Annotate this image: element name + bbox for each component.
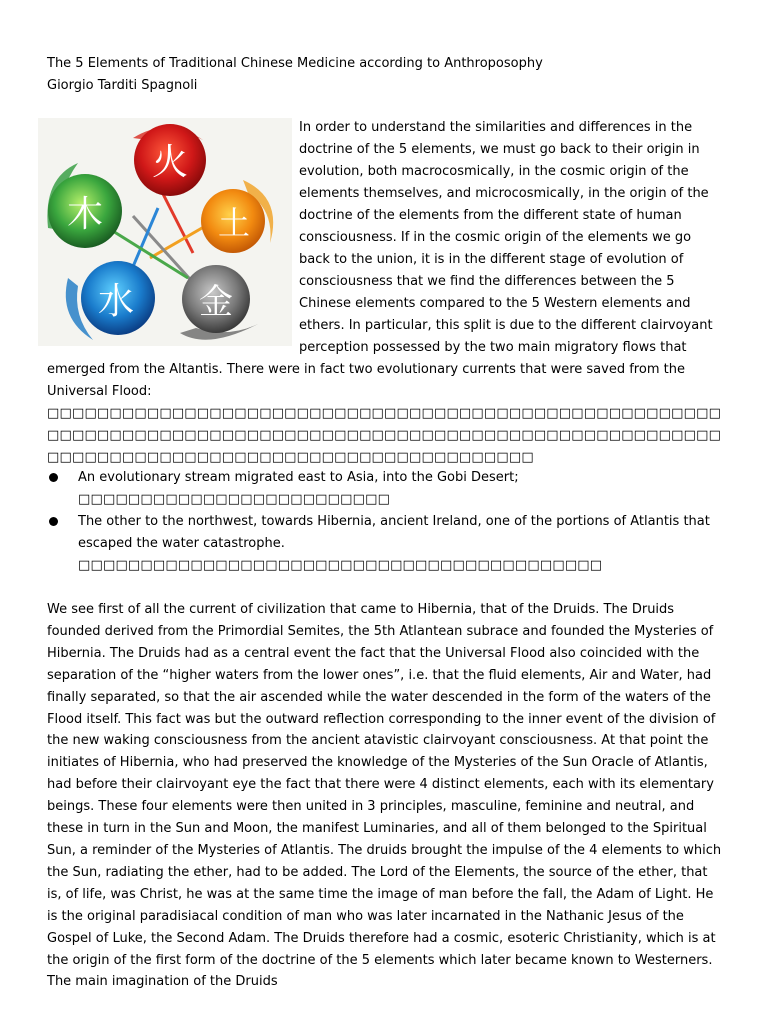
- document-header: [47, 53, 543, 97]
- bullet-icon: [49, 473, 58, 482]
- list-item: [47, 511, 727, 577]
- fire-glyph: 火: [151, 142, 189, 183]
- untranslated-glyphs: □□□□□□□□□□□□□□□□□□□□□□□□□: [78, 492, 391, 507]
- intro-paragraph: In order to understand the similarities and differences in the doctrine of the 5 elements, we must go back to their origin in evolution, both macrocosmically, in the cosmic origin of the elements themselves, and microcosmically, in the origin of the doctrine of the elements from the different state of human consciousness. If in the cosmic origin of the elements we go back to the union, it is in the different stage of evolution of consciousness that we find the differences between the 5 Chinese elements compared to the 5 Western elements and ethers. In particular, this split is due to the different clairvoyant perception possessed by the two main migratory flows that emerged from the Altantis. There were in fact two evolutionary currents that were saved from the Universal Flood:: [47, 120, 713, 399]
- bullet-list: [47, 467, 727, 577]
- bullet-icon: [49, 517, 58, 526]
- earth-glyph: 土: [217, 204, 251, 242]
- intro-section: [47, 117, 723, 469]
- body-paragraph: We see first of all the current of civilization that came to Hibernia, that of the Druids. The Druids founded derived from the Primordial Semites, the 5th Atlantean subrace and founded the Mysteries of Hibernia. The Druids had as a central event the fact that the Universal Flood also coincided with the separation of the “higher waters from the lower ones”, i.e. that the fluid elements, Air and Water, had finally separated, so that the air ascended while the water descended in the form of the waters of the Flood itself. This fact was but the outward reflection corresponding to the inner event of the division of the new waking consciousness from the ancient atavistic clairvoyant consciousness. At that point the initiates of Hibernia, who had preserved the knowledge of the Mysteries of the Sun Oracle of Atlantis, had before their clairvoyant eye the fact that there were 4 distinct elements, each with its elementary beings. These four elements were then united in 3 principles, masculine, feminine and neutral, and these in turn in the Sun and Moon, the manifest Luminaries, and all of them belonged to the Spiritual Sun, a reminder of the Mysteries of Atlantis. The druids brought the impulse of the 4 elements to which the Sun, radiating the ether, had to be added. The Lord of the Elements, the source of the ether, that is, of life, was Christ, he was at the same time the image of man before the fall, the Adam of Light. He is the original paradisiacal condition of man who was later incarnated in the Nathanic Jesus of the Gospel of Luke, the Second Adam. The Druids therefore had a cosmic, esoteric Christianity, which is at the origin of the first form of the doctrine of the 5 elements which later became known to Westerners. The main imagination of the Druids: [47, 602, 722, 990]
- list-item-text: An evolutionary stream migrated east to Asia, into the Gobi Desert;: [78, 470, 519, 485]
- document-author: Giorgio Tarditi Spagnoli: [47, 78, 198, 93]
- wood-glyph: 木: [66, 194, 104, 235]
- list-item-text: The other to the northwest, towards Hibernia, ancient Ireland, one of the portions of Atlantis that escaped the water catastrophe.: [78, 514, 710, 551]
- document-title: The 5 Elements of Traditional Chinese Medicine according to Anthroposophy: [47, 56, 543, 71]
- list-item: [47, 467, 727, 511]
- metal-glyph: 金: [199, 282, 233, 322]
- untranslated-glyphs: □□□□□□□□□□□□□□□□□□□□□□□□□□□□□□□□□□□□□□□□□□: [78, 558, 603, 573]
- water-glyph: 水: [97, 281, 135, 322]
- untranslated-glyphs: □□□□□□□□□□□□□□□□□□□□□□□□□□□□□□□□□□□□□□□□□□□□□□□□□□□□□□□□□□□□□□□□□□□□□□□□□□□□□□□□□□□□□□□□□□□□□□□□□□□□□□□□□□□□□□□□□□□□□□□□□□□□□□□□□□□□□□□□□□□□□□□□□□□: [47, 406, 722, 465]
